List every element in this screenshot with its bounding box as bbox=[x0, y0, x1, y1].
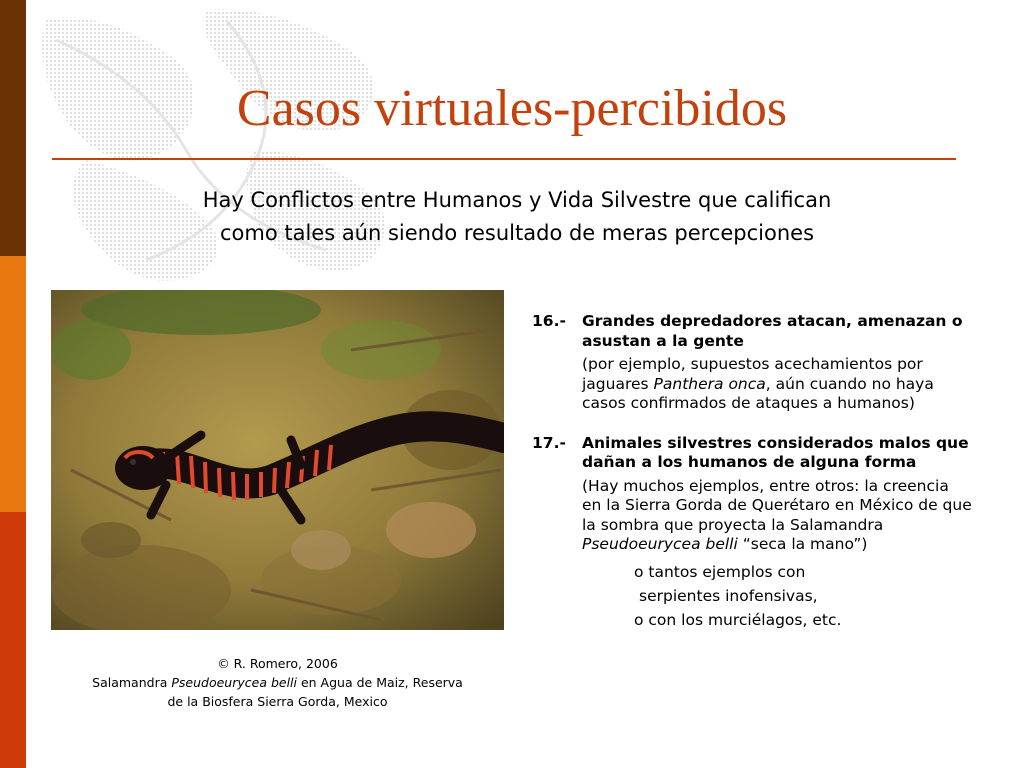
subtitle-line-1: Hay Conflictos entre Humanos y Vida Silvestre que califican bbox=[202, 188, 832, 212]
caption-line-2 bbox=[55, 673, 500, 692]
list-item-16 bbox=[532, 312, 972, 414]
caption-species-name: Pseudoeurycea belli bbox=[171, 675, 297, 690]
item-species-name: Pseudoeurycea belli bbox=[582, 535, 738, 553]
caption-genus-prefix: Salamandra bbox=[92, 675, 172, 690]
item-title: Animales silvestres considerados malos que dañan a los humanos de alguna forma bbox=[582, 433, 969, 471]
item-number: 17.- bbox=[532, 433, 566, 452]
item-description bbox=[582, 477, 972, 555]
item-body-text-end: “seca la mano”) bbox=[737, 535, 868, 553]
subtitle-line-2: como tales aún siendo resultado de meras percepciones bbox=[219, 221, 815, 245]
item-body-text: (por ejemplo, supuestos acechamientos por jaguares bbox=[582, 355, 923, 393]
item-title: Grandes depredadores atacan, amenazan o asustan a la gente bbox=[582, 312, 963, 350]
sidebar-block-red bbox=[0, 512, 26, 768]
tail-line-3: o con los murciélagos, etc. bbox=[634, 610, 842, 629]
item-description bbox=[582, 355, 972, 414]
list-item-17 bbox=[532, 434, 972, 555]
caption-location: en Agua de Maiz, Reserva bbox=[297, 675, 463, 690]
additional-examples bbox=[532, 560, 972, 632]
item-species-name: Panthera onca bbox=[653, 374, 766, 393]
item-number: 16.- bbox=[532, 312, 566, 330]
tail-line-1: o tantos ejemplos con bbox=[634, 562, 806, 581]
salamander-image bbox=[51, 290, 504, 630]
photo-caption bbox=[55, 654, 500, 711]
title-divider bbox=[52, 158, 956, 160]
slide-title: Casos virtuales-percibidos bbox=[236, 80, 788, 137]
sidebar-block-orange bbox=[0, 256, 26, 512]
caption-line-3: de la Biosfera Sierra Gorda, Mexico bbox=[167, 694, 388, 709]
slide-subtitle bbox=[92, 184, 942, 250]
item-body-text: (Hay muchos ejemplos, entre otros: la creencia en la Sierra Gorda de Querétaro en México de que la sombra que proyecta la Salamandra bbox=[582, 476, 972, 534]
photo-credit: © R. Romero, 2006 bbox=[217, 656, 338, 671]
tail-line-2: serpientes inofensivas, bbox=[639, 586, 818, 605]
item-body-text-end: , aún cuando no haya casos confirmados de ataques a humanos) bbox=[582, 374, 934, 412]
examples-list bbox=[532, 312, 972, 632]
salamander-photo bbox=[51, 290, 504, 630]
